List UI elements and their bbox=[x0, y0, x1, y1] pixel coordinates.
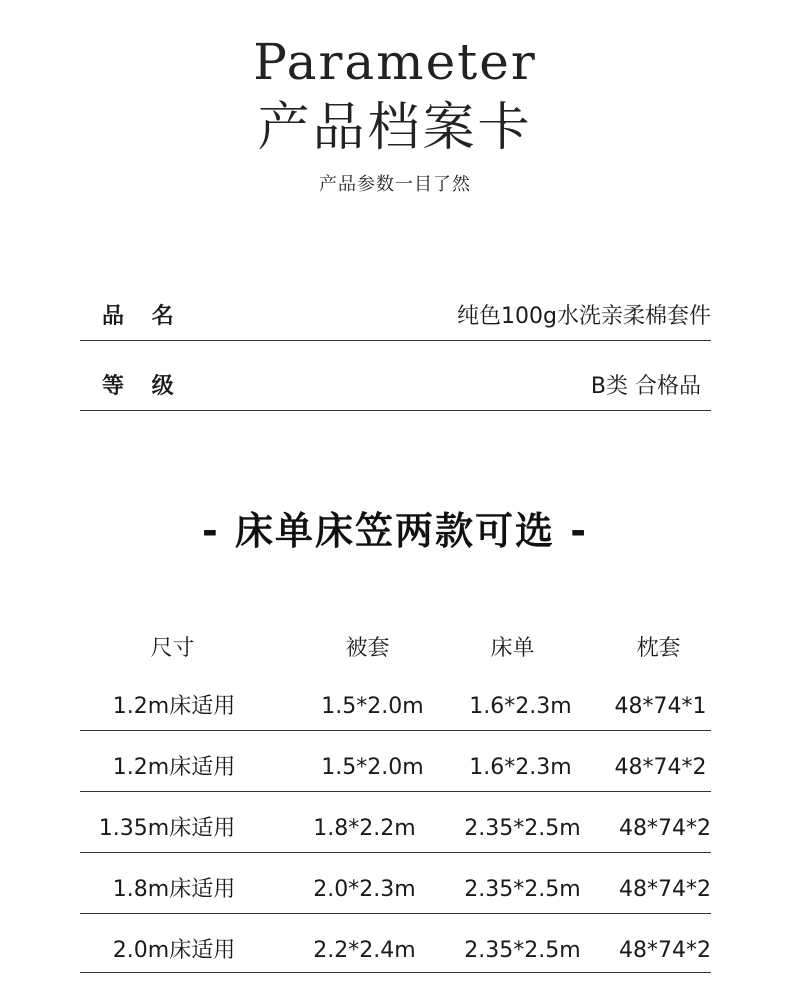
header-duvet-cover: 被套 bbox=[345, 636, 390, 661]
header-size: 尺寸 bbox=[150, 636, 195, 661]
title-chinese: 产品档案卡 bbox=[257, 98, 533, 158]
param-value: B类 合格品 bbox=[590, 374, 701, 399]
row-divider bbox=[80, 791, 711, 792]
divider bbox=[80, 340, 711, 341]
cell-bed-sheet: 1.6*2.3m bbox=[469, 755, 572, 780]
row-divider bbox=[80, 913, 711, 914]
row-divider bbox=[80, 730, 711, 731]
table-row bbox=[80, 688, 711, 730]
param-row-grade bbox=[80, 371, 711, 411]
title-english: Parameter bbox=[253, 33, 537, 91]
table-row bbox=[80, 871, 711, 913]
cell-bed-sheet: 2.35*2.5m bbox=[464, 938, 581, 963]
param-value: 纯色100g水洗亲柔棉套件 bbox=[457, 304, 711, 329]
param-label: 等 级 bbox=[102, 374, 184, 399]
cell-pillowcase: 48*74*2 bbox=[619, 938, 711, 963]
table-row bbox=[80, 932, 711, 974]
cell-pillowcase: 48*74*2 bbox=[619, 877, 711, 902]
cell-duvet-cover: 2.2*2.4m bbox=[313, 938, 416, 963]
divider bbox=[80, 410, 711, 411]
cell-bed-sheet: 2.35*2.5m bbox=[464, 877, 581, 902]
table-row bbox=[80, 749, 711, 791]
cell-pillowcase: 48*74*2 bbox=[619, 816, 711, 841]
param-label: 品 名 bbox=[102, 304, 184, 329]
cell-duvet-cover: 1.8*2.2m bbox=[313, 816, 416, 841]
row-divider bbox=[80, 852, 711, 853]
cell-duvet-cover: 1.5*2.0m bbox=[321, 694, 424, 719]
subtitle: 产品参数一目了然 bbox=[319, 174, 471, 195]
cell-pillowcase: 48*74*1 bbox=[614, 694, 707, 719]
header-bed-sheet: 床单 bbox=[490, 636, 535, 661]
cell-size: 1.8m床适用 bbox=[112, 877, 236, 902]
row-divider bbox=[80, 972, 711, 973]
cell-size: 1.2m床适用 bbox=[112, 694, 236, 719]
param-row-name bbox=[80, 301, 711, 341]
cell-duvet-cover: 1.5*2.0m bbox=[321, 755, 424, 780]
cell-size: 2.0m床适用 bbox=[112, 938, 236, 963]
cell-pillowcase: 48*74*2 bbox=[614, 755, 707, 780]
cell-size: 1.2m床适用 bbox=[112, 755, 236, 780]
cell-duvet-cover: 2.0*2.3m bbox=[313, 877, 416, 902]
cell-bed-sheet: 1.6*2.3m bbox=[469, 694, 572, 719]
cell-bed-sheet: 2.35*2.5m bbox=[464, 816, 581, 841]
table-row bbox=[80, 810, 711, 852]
section-title: - 床单床笠两款可选 - bbox=[201, 509, 588, 553]
cell-size: 1.35m床适用 bbox=[98, 816, 236, 841]
header-pillowcase: 枕套 bbox=[636, 636, 681, 661]
